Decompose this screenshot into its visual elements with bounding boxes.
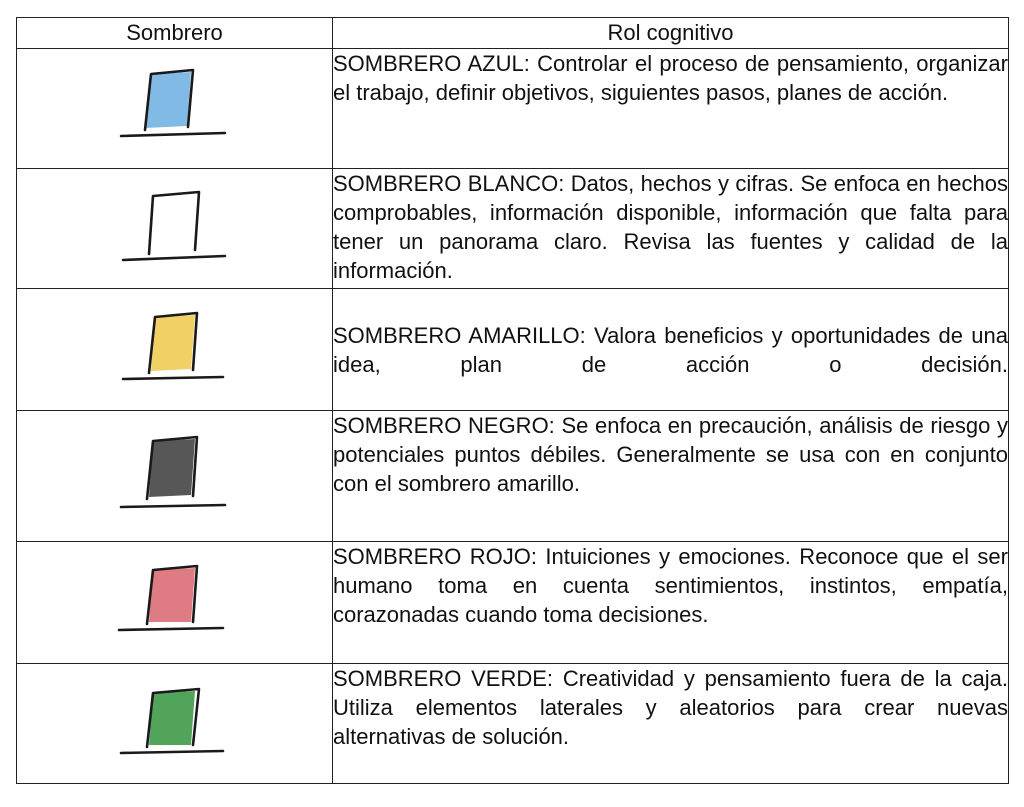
hat-cell <box>17 289 333 411</box>
hat-fill <box>149 439 195 497</box>
table-row <box>17 49 1009 169</box>
header-hat: Sombrero <box>17 18 333 49</box>
blue-hat-icon <box>115 64 235 154</box>
hat-fill <box>145 72 191 128</box>
hat-cell <box>17 411 333 542</box>
hat-brim <box>121 133 225 136</box>
role-description: SOMBRERO AZUL: Controlar el proceso de pensamiento, organizar el trabajo, definir objetivos, siguientes pasos, planes de acción. <box>333 49 1009 169</box>
hat-brim <box>121 505 225 507</box>
yellow-hat-icon <box>115 305 235 395</box>
hat-cell <box>17 664 333 784</box>
hats-table <box>16 17 1009 784</box>
role-description: SOMBRERO BLANCO: Datos, hechos y cifras. Se enfoca en hechos comprobables, información disponible, información que falta para tener un panorama claro. Revisa las fuentes y calidad de la información. <box>333 169 1009 289</box>
table-row <box>17 664 1009 784</box>
hat-cell <box>17 49 333 169</box>
black-hat-icon <box>115 431 235 521</box>
hat-outline <box>149 192 199 254</box>
red-hat-icon <box>115 558 235 648</box>
table-row <box>17 169 1009 289</box>
hat-fill <box>149 691 195 745</box>
role-description: SOMBRERO AMARILLO: Valora beneficios y oportunidades de una idea, plan de acción o decisión. <box>333 289 1009 411</box>
hat-brim <box>119 628 223 630</box>
role-description: SOMBRERO NEGRO: Se enfoca en precaución, análisis de riesgo y potenciales puntos débiles. Generalmente se usa con en conjunto con el sombrero amarillo. <box>333 411 1009 542</box>
hat-brim <box>121 751 223 753</box>
table-row <box>17 411 1009 542</box>
table-row <box>17 289 1009 411</box>
hat-brim <box>123 377 223 379</box>
table-row <box>17 542 1009 664</box>
role-description: SOMBRERO VERDE: Creatividad y pensamiento fuera de la caja. Utiliza elementos laterales y aleatorios para crear nuevas alternativas de solución. <box>333 664 1009 784</box>
hat-brim <box>123 256 225 260</box>
hat-cell <box>17 542 333 664</box>
header-row <box>17 18 1009 49</box>
white-hat-icon <box>115 184 235 274</box>
hat-fill <box>151 315 195 371</box>
hat-fill <box>149 568 195 622</box>
hat-cell <box>17 169 333 289</box>
green-hat-icon <box>115 679 235 769</box>
header-role: Rol cognitivo <box>333 18 1009 49</box>
role-description: SOMBRERO ROJO: Intuiciones y emociones. Reconoce que el ser humano toma en cuenta sentimientos, instintos, empatía, corazonadas cuando toma decisiones. <box>333 542 1009 664</box>
